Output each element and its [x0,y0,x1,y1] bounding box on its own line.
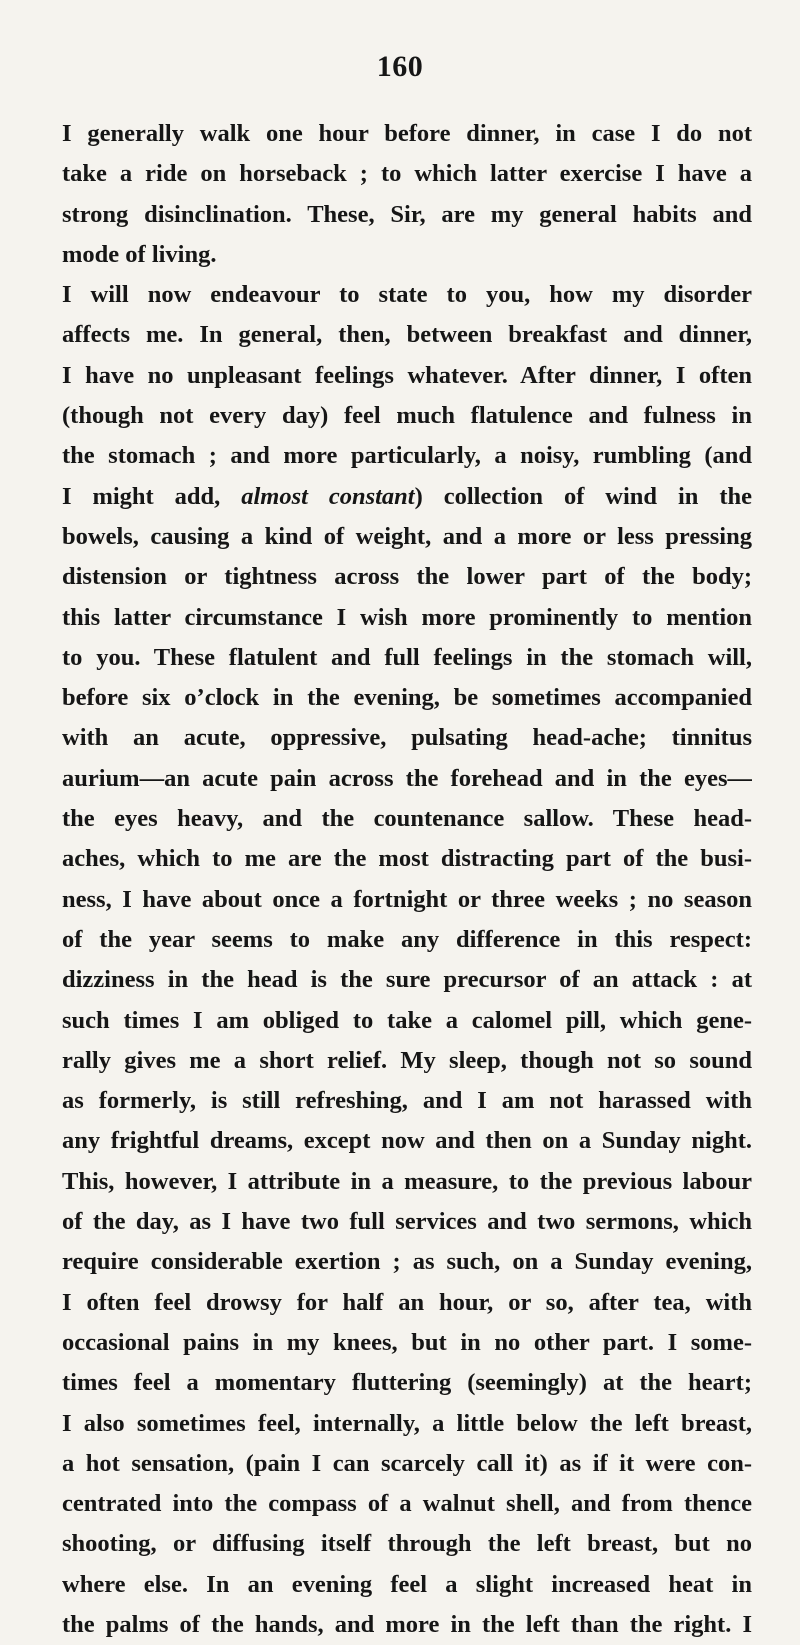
text-line-34: a hot sensation, (pain I can scarcely call it) as if it were con- [62,1449,752,1477]
text-line-32: times feel a momentary fluttering (seemingly) at the heart; [62,1369,752,1397]
text-line-27: This, however, I attribute in a measure, to the previous labour [62,1167,752,1195]
text-line-5: I will now endeavour to state to you, how my disorder [62,281,752,309]
text-line-20: ness, I have about once a fortnight or three weeks ; no season [62,885,752,913]
text-line-6: affects me. In general, then, between breakfast and dinner, [62,321,752,349]
text-line-17: aurium—an acute pain across the forehead and in the eyes— [62,764,752,792]
text-line-10: I might add, almost constant) collection of wind in the [62,482,752,510]
text-line-13: this latter circumstance I wish more prominently to mention [62,603,752,631]
text-line-3: strong disinclination. These, Sir, are my general habits and [62,200,752,228]
text-line-35: centrated into the compass of a walnut shell, and from thence [62,1490,752,1518]
text-line-30: I often feel drowsy for half an hour, or so, after tea, with [62,1288,752,1316]
text-line-29: require considerable exertion ; as such, on a Sunday evening, [62,1248,752,1276]
body-text [62,114,752,1645]
text-line-38: the palms of the hands, and more in the left than the right. I [62,1610,752,1638]
text-line-25: as formerly, is still refreshing, and I am not harassed with [62,1087,752,1115]
text-line-8: (though not every day) feel much flatulence and fulness in [62,402,752,430]
page-number: 160 [376,50,424,83]
text-line-36: shooting, or diffusing itself through the left breast, but no [62,1530,752,1558]
text-line-2: take a ride on horseback ; to which latter exercise I have a [62,160,752,188]
text-line-11: bowels, causing a kind of weight, and a more or less pressing [62,522,752,550]
text-line-31: occasional pains in my knees, but in no other part. I some- [62,1328,752,1356]
text-line-9: the stomach ; and more particularly, a noisy, rumbling (and [62,442,752,470]
text-line-19: aches, which to me are the most distracting part of the busi- [62,845,752,873]
text-line-4: mode of living. [62,240,217,268]
text-line-1: I generally walk one hour before dinner, in case I do not [62,120,752,147]
text-line-28: of the day, as I have two full services and two sermons, which [62,1208,752,1236]
text-line-26: any frightful dreams, except now and then on a Sunday night. [62,1127,752,1155]
text-line-15: before six o’clock in the evening, be sometimes accompanied [62,684,752,712]
text-line-21: of the year seems to make any difference in this respect: [62,925,752,953]
text-line-14: to you. These flatulent and full feelings in the stomach will, [62,643,752,671]
text-line-7: I have no unpleasant feelings whatever. After dinner, I often [62,361,752,389]
text-line-18: the eyes heavy, and the countenance sallow. These head- [62,805,752,833]
italic-phrase: almost constant [241,482,415,510]
text-line-23: such times I am obliged to take a calomel pill, which gene- [62,1006,752,1034]
text-line-37: where else. In an evening feel a slight increased heat in [62,1570,752,1598]
text-line-16: with an acute, oppressive, pulsating head-ache; tinnitus [62,724,752,752]
text-line-24: rally gives me a short relief. My sleep, though not so sound [62,1046,752,1074]
text-line-22: dizziness in the head is the sure precursor of an attack : at [62,966,752,994]
text-line-12: distension or tightness across the lower part of the body; [62,563,752,591]
text-line-33: I also sometimes feel, internally, a little below the left breast, [62,1409,752,1437]
